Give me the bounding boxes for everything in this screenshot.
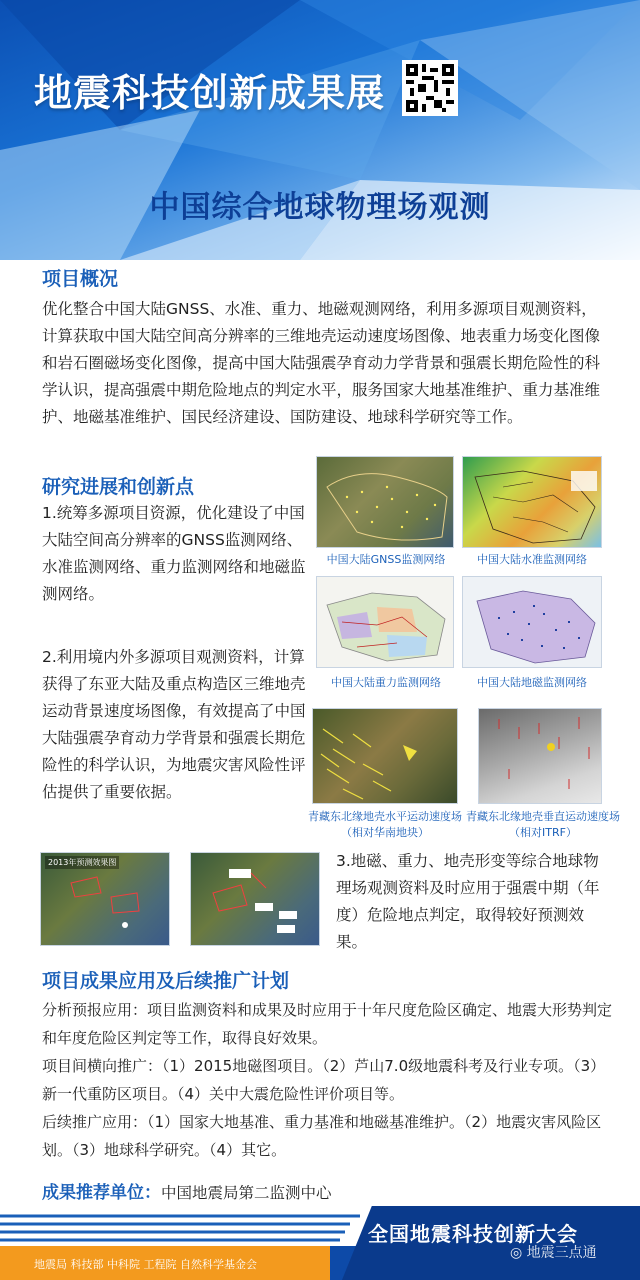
recommending-unit: [42, 1178, 332, 1203]
watermark-text: 地震三点通: [526, 1245, 597, 1261]
progress-item-3: 3.地磁、重力、地壳形变等综合地球物理场观测资料及时应用于强震中期（年度）危险地点判定，取得较好预测效果。: [336, 852, 600, 951]
overview-text: 优化整合中国大陆GNSS、水准、重力、地磁观测网络，利用多源项目观测资料，计算获取中国大陆空间高分辨率的三维地壳运动速度场图像、地表重力场变化图像和岩石圈磁场变化图像，提高中国大陆强震孕育动力学背景和强震长期危险性的科学认识，提高强震中期危险地点的判定水平，服务国家大地基准维护、重力基准维护、地磁基准维护、国民经济建设、国防建设、地球科学研究等工作。: [42, 300, 601, 426]
caption-vertical-2: （相对ITRF）: [509, 826, 577, 839]
caption-gnss: 中国大陆GNSS监测网络: [326, 553, 446, 566]
recommending-unit-value: 中国地震局第二监测中心: [161, 1184, 332, 1202]
caption-horizontal-1: 青藏东北缘地壳水平运动速度场: [308, 810, 462, 823]
results-text: [42, 996, 612, 1164]
results-line-2: 项目间横向推广：（1）2015地磁图项目。（2）芦山7.0级地震科考及行业专项。（3）新一代重防区项目。（4）关中大震危险性评价项目等。: [42, 1057, 606, 1103]
section-heading-overview: 项目概况: [42, 268, 119, 290]
recommending-unit-label: 成果推荐单位：: [42, 1183, 161, 1203]
forecast-map-second: [190, 852, 320, 946]
progress-item-2: 2.利用境内外多源项目观测资料，计算获得了东亚大陆及重点构造区三维地壳运动背景速度场图像，有效提高了中国大陆强震孕育动力学背景和强震长期危险性的科学认识，为地震灾害风险性评估提供了重要依据。: [42, 648, 306, 801]
section-heading-results: 项目成果应用及后续推广计划: [42, 970, 290, 992]
gnss-network-map: [316, 456, 454, 548]
caption-geomagnetic: 中国大陆地磁监测网络: [477, 676, 587, 689]
leveling-network-map: [462, 456, 602, 548]
caption-gravity: 中国大陆重力监测网络: [331, 676, 441, 689]
page-title: 中国综合地球物理场观测: [149, 190, 491, 225]
watermark: [510, 1242, 597, 1262]
section-heading-progress: 研究进展和创新点: [42, 476, 195, 498]
footer-conference-name: 全国地震科技创新大会: [368, 1222, 578, 1246]
results-line-1: 分析预报应用：项目监测资料和成果及时应用于十年尺度危险区确定、地震大形势判定和年度危险区判定等工作，取得良好效果。: [42, 1001, 613, 1047]
caption-vertical-1: 青藏东北缘地壳垂直运动速度场: [466, 810, 620, 823]
exhibition-title: 地震科技创新成果展: [34, 71, 386, 115]
geomagnetic-network-map: [462, 576, 602, 668]
horizontal-velocity-map: [312, 708, 458, 804]
wechat-icon: ◎: [510, 1245, 523, 1261]
progress-item-1: 1.统筹多源项目资源，优化建设了中国大陆空间高分辨率的GNSS监测网络、水准监测网络、重力监测网络和地磁监测网络。: [42, 504, 306, 603]
qr-code: [402, 60, 458, 116]
caption-leveling: 中国大陆水准监测网络: [477, 553, 587, 566]
gravity-network-map: [316, 576, 454, 668]
caption-horizontal-2: （相对华南地块）: [341, 826, 429, 839]
vertical-velocity-map: [478, 708, 602, 804]
qr-code-icon: [406, 64, 454, 112]
header-banner: [0, 0, 640, 260]
footer-organizers: 地震局 科技部 中科院 工程院 自然科学基金会: [34, 1258, 257, 1271]
results-line-3: 后续推广应用：（1）国家大地基准、重力基准和地磁基准维护。（2）地震灾害风险区划。（3）地球科学研究。（4）其它。: [42, 1113, 602, 1159]
forecast-map-2013: [40, 852, 170, 946]
forecast-map-title: 2013年预测效果图: [45, 856, 119, 869]
